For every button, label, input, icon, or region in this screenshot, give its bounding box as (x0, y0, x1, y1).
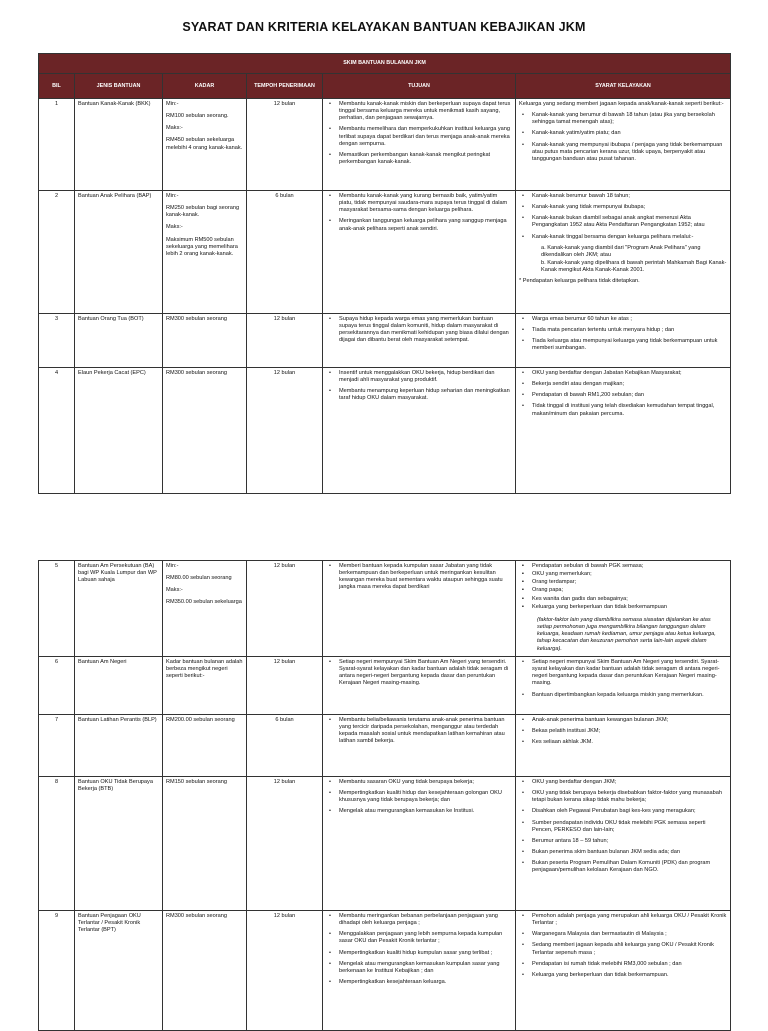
tujuan-item: • Membantu meringankan bebanan perbelanjaan penjagaan yang dihadapi oleh keluarga penjaga ; (339, 913, 512, 927)
tujuan-list (326, 193, 512, 233)
cell-tempoh: 12 bulan (247, 314, 323, 368)
syarat-item: ▪ Orang papa; (532, 587, 727, 594)
tujuan-item: • Memastikan perkembangan kanak-kanak mengikut peringkat perkembangan kanak-kanak. (339, 152, 512, 166)
table-row (39, 715, 731, 777)
cell-syarat (516, 657, 731, 715)
tujuan-item: • Meringankan tanggungan keluarga pelihara yang sanggup menjaga anak-anak pelihara seperti anak sendiri. (339, 218, 512, 232)
cell-tujuan (323, 99, 516, 191)
table-row (39, 777, 731, 911)
kadar-line: RM300 sebulan seorang (166, 913, 227, 919)
cell-kadar (163, 314, 247, 368)
syarat-sublist (519, 245, 727, 275)
tujuan-item: • Mempertingkatkan kualiti hidup dan kesejahteraan golongan OKU khususnya yang tidak berupaya bekerja; dan (339, 790, 512, 804)
syarat-item: • Sedang memberi jagaan kepada ahli keluarga yang OKU / Pesakit Kronik Terlantar sepenuh masa ; (532, 942, 727, 956)
kadar-line: RM200.00 sebulan seorang (166, 717, 235, 723)
cell-jenis-bantuan: Bantuan Latihan Perantis (BLP) (75, 715, 163, 777)
cell-jenis-bantuan: Bantuan Orang Tua (BOT) (75, 314, 163, 368)
col-header-jenis: JENIS BANTUAN (75, 74, 163, 99)
table-row (39, 99, 731, 191)
syarat-list (519, 316, 727, 353)
cell-bil: 3 (39, 314, 75, 368)
tujuan-list (326, 316, 512, 345)
tujuan-item: • Setiap negeri mempunyai Skim Bantuan Am Negeri yang tersendiri. Syarat-syarat kelayakan dan kadar bantuan adalah tidak seragam di antara negeri-negeri bergantung kepada dasar dan peruntukan Kerajaan Negeri masing-masing. (339, 659, 512, 688)
syarat-item: • Kanak-kanak yang mempunyai ibubapa / penjaga yang tidak berkemampuan atau putus mata pencarian kerana uzur, tidak upaya, berpenyakit atau tanggungan banduan atau pusat tahanan. (532, 142, 727, 163)
syarat-item: • Setiap negeri mempunyai Skim Bantuan Am Negeri yang tersendiri. Syarat-syarat kelayakan dan kadar bantuan adalah tidak seragam di antara negeri-negeri bergantung kepada dasar dan peruntukan Kerajaan Negeri masing-masing. (532, 659, 727, 688)
cell-kadar (163, 191, 247, 314)
cell-syarat (516, 911, 731, 1031)
cell-kadar (163, 657, 247, 715)
cell-jenis-bantuan: Bantuan Am Persekutuan (BA) bagi WP Kuala Lumpur dan WP Labuan sahaja (75, 561, 163, 657)
cell-tujuan (323, 191, 516, 314)
cell-bil: 4 (39, 368, 75, 494)
cell-bil: 2 (39, 191, 75, 314)
syarat-item: • Tidak tinggal di institusi yang telah disediakan kemudahan tempat tinggal, makan/minum dan pakaian percuma. (532, 403, 727, 417)
kadar-line: RM300 sebulan seorang (166, 370, 227, 376)
tujuan-item: • Membantu menampung keperluan hidup seharian dan meningkatkan taraf hidup OKU dalam masyarakat. (339, 388, 512, 402)
syarat-item: • Kes seliaan akhlak JKM. (532, 739, 727, 746)
kadar-line: RM350.00 sebulan sekeluarga (166, 599, 242, 606)
syarat-item: • Warga emas berumur 60 tahun ke atas ; (532, 316, 727, 323)
kadar-line: Min:- (166, 101, 179, 107)
cell-jenis-bantuan: Bantuan Anak Pelihara (BAP) (75, 191, 163, 314)
tujuan-item: • Membantu belia/beliawanis terutama anak-anak penerima bantuan yang tercicir daripada persekolahan, menganggur atau terdedah kepada masalah sosial untuk mendapatkan latihan kemahiran atau latihan sambil bekerja. (339, 717, 512, 746)
cell-tujuan (323, 715, 516, 777)
syarat-item: • Anak-anak penerima bantuan kewangan bulanan JKM; (532, 717, 727, 724)
cell-syarat (516, 561, 731, 657)
cell-tempoh: 12 bulan (247, 911, 323, 1031)
tujuan-list (326, 370, 512, 403)
tujuan-list (326, 101, 512, 166)
syarat-item: • OKU yang berdaftar dengan JKM; (532, 779, 727, 786)
cell-syarat (516, 99, 731, 191)
syarat-item: • Kanak-kanak yang tidak mempunyai ibubapa; (532, 204, 727, 211)
tujuan-item: • Mempertingkatkan kualiti hidup kumpulan sasar yang terlibat ; (339, 950, 512, 957)
col-header-tempoh: TEMPOH PENERIMAAN (247, 74, 323, 99)
syarat-item: • Berumur antara 18 – 59 tahun; (532, 838, 727, 845)
cell-jenis-bantuan: Bantuan Penjagaan OKU Terlantar / Pesakit Kronik Terlantar (BPT) (75, 911, 163, 1031)
table-row (39, 657, 731, 715)
syarat-list (519, 717, 727, 746)
syarat-note: * Pendapatan keluarga pelihara tidak ditetapkan. (519, 278, 640, 285)
syarat-item: • Kanak-kanak berumur bawah 18 tahun; (532, 193, 727, 200)
kadar-line: RM80.00 sebulan seorang (166, 575, 232, 582)
cell-tempoh: 12 bulan (247, 99, 323, 191)
syarat-item: • Sumber pendapatan individu OKU tidak melebihi PGK semasa seperti Pencen, PERKESO dan lain-lain; (532, 820, 727, 834)
benefits-table-part-2 (38, 560, 731, 1031)
syarat-item: • OKU yang berdaftar dengan Jabatan Kebajikan Masyarakat; (532, 370, 727, 377)
syarat-item: • Warganegara Malaysia dan bermastautin di Malaysia ; (532, 931, 727, 938)
kadar-line: RM250 sebulan bagi seorang kanak-kanak. (166, 205, 240, 219)
kadar-line: RM450 sebulan sekeluarga melebihi 4 orang kanak-kanak. (166, 137, 243, 151)
syarat-item: • Bukan peserta Program Pemulihan Dalam Komuniti (PDK) dan program penjagaan/pemulihan kelolaan Kerajaan dan NGO. (532, 860, 727, 874)
cell-tujuan (323, 777, 516, 911)
syarat-item: • Kanak-kanak bukan diambil sebagai anak angkat menerusi Akta Pengangkatan 1952 atau Akta Pendaftaran Pengangkatan 1952; atau (532, 215, 727, 229)
tujuan-item: • Mempertingkatkan kesejahteraan keluarga. (339, 979, 512, 986)
tujuan-item: • Membantu sasaran OKU yang tidak berupaya bekerja; (339, 779, 512, 786)
cell-bil: 5 (39, 561, 75, 657)
syarat-item: • Tiada keluarga atau mempunyai keluarga yang tidak berkemampuan untuk memberi sumbangan. (532, 338, 727, 352)
cell-bil: 7 (39, 715, 75, 777)
kadar-line: RM150 sebulan seorang (166, 779, 227, 785)
cell-bil: 8 (39, 777, 75, 911)
table-row (39, 561, 731, 657)
cell-syarat (516, 715, 731, 777)
syarat-item: ▪ Pendapatan sebulan di bawah PGK semasa; (532, 563, 727, 570)
cell-bil: 1 (39, 99, 75, 191)
syarat-item: • Bekerja sendiri atau dengan majikan; (532, 381, 727, 388)
tujuan-item: • Mengelak atau mengurangkan kemasukan ke Institusi. (339, 808, 512, 815)
syarat-list (519, 370, 727, 418)
syarat-item: • Bukan penerima skim bantuan bulanan JKM sedia ada; dan (532, 849, 727, 856)
syarat-item: • Bantuan dipertimbangkan kepada keluarga miskin yang memerlukan. (532, 692, 727, 699)
cell-tempoh: 12 bulan (247, 368, 323, 494)
tujuan-item: • Membantu memelihara dan memperkukuhkan institusi keluarga yang terlibat supaya dapat berdikari dan terus menjaga anak-anak mereka dengan sempurna. (339, 126, 512, 147)
syarat-item: ▪ Orang terdampar; (532, 579, 727, 586)
cell-syarat (516, 368, 731, 494)
table-row (39, 368, 731, 494)
tujuan-list (326, 779, 512, 816)
syarat-item: • Pendapatan di bawah RM1,200 sebulan; dan (532, 392, 727, 399)
cell-kadar (163, 561, 247, 657)
syarat-item: • Disahkan oleh Pegawai Perubatan bagi kes-kes yang meragukan; (532, 808, 727, 815)
syarat-item: • Keluarga yang berkeperluan dan tidak berkemampuan. (532, 972, 727, 979)
syarat-list (519, 913, 727, 979)
kadar-line: RM100 sebulan seorang. (166, 113, 229, 120)
syarat-list (519, 659, 727, 699)
col-header-bil: BIL (39, 74, 75, 99)
cell-jenis-bantuan: Elaun Pekerja Cacat (EPC) (75, 368, 163, 494)
syarat-item: • Kanak-kanak tinggal bersama dengan keluarga pelihara melalui:- (532, 234, 727, 241)
kadar-line: Maksimum RM500 sebulan sekeluarga yang memelihara lebih 2 orang kanak-kanak. (166, 236, 238, 257)
cell-bil: 9 (39, 911, 75, 1031)
syarat-list (519, 563, 727, 611)
cell-kadar (163, 99, 247, 191)
table-row (39, 191, 731, 314)
table-row (39, 314, 731, 368)
syarat-remark: (faktor-faktor lain yang diambilkira semasa siasatan dijalankan ke atas setiap permohonan juga mengambilkira bilangan tanggungan dalam keluarga, keadaan rumah kediaman, umur penjaga atau ketua keluarga, tahap kecacatan dan keuzuran pemohon serta lain-lain aspek dalam keluarga). (537, 616, 716, 652)
cell-kadar (163, 368, 247, 494)
cell-syarat (516, 777, 731, 911)
syarat-item: • Pemohon adalah penjaga yang merupakan ahli keluarga OKU / Pesakit Kronik Terlantar ; (532, 913, 727, 927)
col-header-tujuan: TUJUAN (323, 74, 516, 99)
kadar-line: Min:- (166, 193, 179, 199)
kadar-line: Maks:- (166, 587, 183, 594)
table-row (39, 911, 731, 1031)
kadar-line: Kadar bantuan bulanan adalah berbeza mengikut negeri seperti berikut:- (166, 659, 243, 680)
cell-jenis-bantuan: Bantuan Am Negeri (75, 657, 163, 715)
syarat-subitem: a. Kanak-kanak yang diambil dari "Program Anak Pelihara" yang dikendalikan oleh JKM; atau (541, 244, 701, 258)
tujuan-item: • Membantu kanak-kanak yang kurang bernasib baik, yatim/yatim piatu, tidak mempunyai saudara-mara supaya terus tinggal di dalam masyarakat bersama-sama dengan keluarga pelihara. (339, 193, 512, 214)
cell-kadar (163, 777, 247, 911)
cell-jenis-bantuan: Bantuan OKU Tidak Berupaya Bekerja (BTB) (75, 777, 163, 911)
cell-tempoh: 6 bulan (247, 191, 323, 314)
tujuan-item: • Mengelak atau mengurangkan kemasukan kumpulan sasar yang berkenaan ke Institusi Kebajikan ; dan (339, 961, 512, 975)
syarat-list (519, 112, 727, 163)
tujuan-item: • Membantu kanak-kanak miskin dan berkeperluan supaya dapat terus tinggal bersama keluarga mereka untuk menikmati kasih sayang, perhatian, dan penjagaan sewajarnya. (339, 101, 512, 122)
cell-tujuan (323, 911, 516, 1031)
syarat-item: ▪ Keluarga yang berkeperluan dan tidak berkemampuan (532, 604, 727, 611)
cell-tempoh: 12 bulan (247, 777, 323, 911)
kadar-line: RM300 sebulan seorang (166, 316, 227, 322)
syarat-item: • Kanak-kanak yatim/yatim piatu; dan (532, 130, 727, 137)
section-title: SKIM BANTUAN BULANAN JKM (39, 54, 731, 74)
syarat-item: • Tiada mata pencarian tertentu untuk menyara hidup ; dan (532, 327, 727, 334)
cell-jenis-bantuan: Bantuan Kanak-Kanak (BKK) (75, 99, 163, 191)
cell-tempoh: 6 bulan (247, 715, 323, 777)
tujuan-list (326, 913, 512, 986)
tujuan-item: • Memberi bantuan kepada kumpulan sasar Jabatan yang tidak berkemampuan dan berkeperluan untuk meringankan kesulitan kewangan mereka buat sementara waktu ataupun sehingga suatu jangka masa mereka dapat berdikari (339, 563, 512, 592)
syarat-list (519, 193, 727, 241)
cell-syarat (516, 314, 731, 368)
cell-tempoh: 12 bulan (247, 657, 323, 715)
kadar-line: Min:- (166, 563, 179, 569)
syarat-intro: Keluarga yang sedang memberi jagaan kepada anak/kanak-kanak seperti berikut:- (519, 101, 724, 107)
cell-tujuan (323, 657, 516, 715)
tujuan-item: • Supaya hidup kepada warga emas yang memerlukan bantuan supaya terus tinggal dalam komuniti, hidup dalam masyarakat di persekitarannya dan menikmati kehidupan yang biasa dilalui dengan dijagai dan dibantu berat oleh masyarakat setempat. (339, 316, 512, 345)
cell-tujuan (323, 368, 516, 494)
syarat-item: • Bekas pelatih institusi JKM; (532, 728, 727, 735)
col-header-kadar: KADAR (163, 74, 247, 99)
syarat-list (519, 779, 727, 875)
cell-tempoh: 12 bulan (247, 561, 323, 657)
kadar-line: Maks:- (166, 125, 183, 132)
cell-kadar (163, 911, 247, 1031)
kadar-line: Maks:- (166, 224, 183, 231)
syarat-item: ▪ OKU yang memerlukan; (532, 571, 727, 578)
tujuan-list (326, 717, 512, 746)
cell-kadar (163, 715, 247, 777)
syarat-item: • OKU yang tidak berupaya bekerja disebabkan faktor-faktor yang munasabah tetapi bukan kerana sikap tidak mahu bekerja; (532, 790, 727, 804)
col-header-syarat: SYARAT KELAYAKAN (516, 74, 731, 99)
syarat-item: • Kanak-kanak yang berumur di bawah 18 tahun (atau jika yang bersekolah sehingga tamat menengah atas); (532, 112, 727, 126)
benefits-table-part-1 (38, 53, 731, 494)
syarat-subitem: b. Kanak-kanak yang dipelihara di bawah perintah Mahkamah Bagi Kanak-Kanak mengikut Akta Kanak-Kanak 2001. (541, 260, 727, 274)
cell-bil: 6 (39, 657, 75, 715)
tujuan-list (326, 659, 512, 688)
syarat-item: • Pendapatan isi rumah tidak melebihi RM3,000 sebulan ; dan (532, 961, 727, 968)
tujuan-list (326, 563, 512, 592)
cell-syarat (516, 191, 731, 314)
syarat-item: ▪ Kes wanita dan gadis dan sebagainya; (532, 596, 727, 603)
document-title: SYARAT DAN KRITERIA KELAYAKAN BANTUAN KEBAJIKAN JKM (182, 20, 586, 34)
tujuan-item: • Insentif untuk menggalakkan OKU bekerja, hidup berdikari dan menjadi ahli masyarakat yang produktif. (339, 370, 512, 384)
tujuan-item: • Menggalakkan penjagaan yang lebih sempurna kepada kumpulan sasar OKU dan Pesakit Kronik terlantar ; (339, 931, 512, 945)
cell-tujuan (323, 314, 516, 368)
cell-tujuan (323, 561, 516, 657)
